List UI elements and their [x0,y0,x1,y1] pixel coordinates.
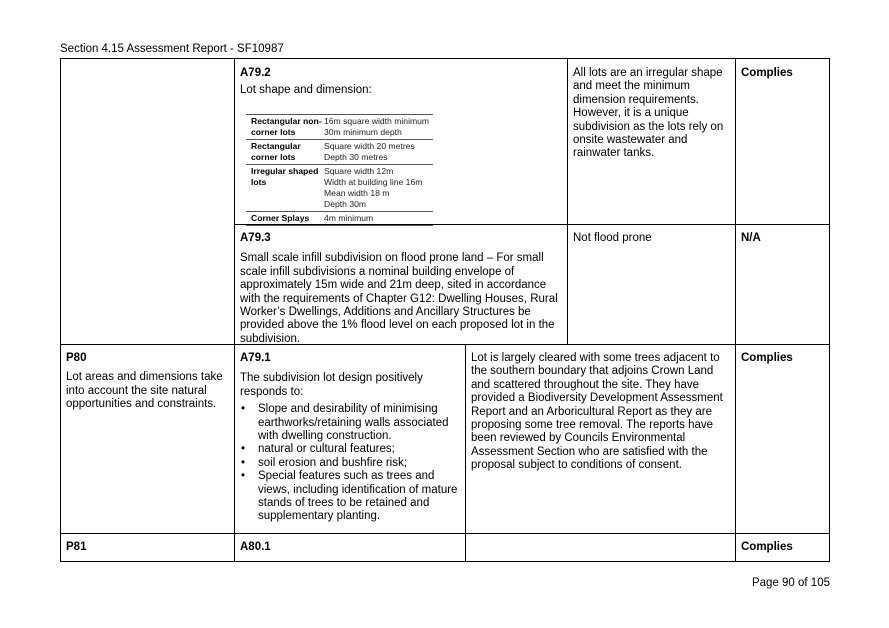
lot-type-value: Mean width 18 m [324,188,390,198]
lot-type-value: 4m minimum [324,213,374,223]
lot-type-value: Depth 30m [324,199,367,209]
lot-type-label: Irregular shaped lots [246,165,324,212]
table-rule-right [829,58,830,562]
page-number: Page 90 of 105 [751,577,830,589]
table-rule-top [60,58,830,59]
lot-type-values [324,212,433,226]
list-item: • natural or cultural features; [258,443,460,456]
lot-type-value: Width at building line 16m [324,177,423,187]
a79-2-cell [240,67,562,222]
list-item: • Special features such as trees and views, including identification of mature stands of trees to be retained and supplementary planting. [258,470,460,524]
a79-2-ref: A79.2 [240,67,271,79]
table-row [246,115,433,140]
lot-type-value: Square width 20 metres [324,141,415,151]
a79-3-status: N/A [741,232,761,244]
table-rule-col4 [735,58,736,562]
p81-ref: P81 [66,541,87,553]
a79-3-text: Small scale infill subdivision on flood prone land – For small scale infill subdivisions a nominal building envelope of approximately 15m wide and 21m deep, sited in accordance with the requirements of Chapter G12: Dwelling Houses, Rural Worker’s Dwellings, Additions and Ancillary Structures be provided above the 1% flood level on each proposed lot in the subdivision. [240,252,558,345]
p80-ref: P80 [66,352,87,364]
lot-type-label: Corner Splays [246,212,324,226]
a79-3-comment: Not flood prone [573,232,652,244]
p80-cell [66,352,230,412]
assessment-table [60,58,830,562]
lot-type-value: Square width 12m [324,166,394,176]
table-row [246,140,433,165]
table-rule-col3-upper [567,58,568,345]
lot-type-value: Depth 30 metres [324,152,388,162]
a79-2-heading: Lot shape and dimension: [240,84,372,97]
table-row [246,212,433,226]
table-rule-bottom [60,561,830,562]
a79-1-text: The subdivision lot design positively responds to: [240,372,423,398]
a79-1-ref: A79.1 [240,352,271,364]
lot-type-value: 16m square width minimum [324,116,430,126]
table-rule-col1 [234,58,235,562]
p81-status: Complies [741,541,793,553]
lot-type-values [324,165,433,212]
p80-comment: Lot is largely cleared with some trees adjacent to the southern boundary that adjoins Crown Land and scattered throughout the site. They have provided a Biodiversity Development Assessment Report and an Arboricultural Report as they are proposing some tree removal. The reports have been reviewed by Councils Environmental Assessment Section who are satisfied with the proposal subject to conditions of consent. [471,352,723,472]
document-header: Section 4.15 Assessment Report - SF10987 [60,43,284,55]
a79-3-ref: A79.3 [240,232,271,244]
a79-3-cell [240,232,564,346]
a79-2-status: Complies [741,67,793,79]
p80-text: Lot areas and dimensions take into account the site natural opportunities and constraints. [66,371,223,411]
table-rule-col3-lower [465,344,466,562]
table-rule-left [60,58,61,562]
lot-type-label: Rectangular non-corner lots [246,115,324,140]
a80-1-ref: A80.1 [240,541,271,553]
a79-2-comment: All lots are an irregular shape and meet the minimum dimension requirements. However, it is a unique subdivision as the lots rely on onsite wastewater and rainwater tanks. [573,67,724,160]
lot-type-values [324,115,433,140]
lot-dimension-table [246,114,433,226]
list-item: • Slope and desirability of minimising earthworks/retaining walls associated with dwelling construction. [258,403,460,443]
lot-type-label: Rectangular corner lots [246,140,324,165]
p80-status: Complies [741,352,793,364]
table-row [246,165,433,212]
lot-type-values [324,140,433,165]
a79-1-cell [240,352,460,524]
a79-1-bullet-list [240,403,460,524]
list-item: • soil erosion and bushfire risk; [258,457,460,470]
lot-type-value: 30m minimum depth [324,127,402,137]
table-rule-p81 [60,533,830,534]
